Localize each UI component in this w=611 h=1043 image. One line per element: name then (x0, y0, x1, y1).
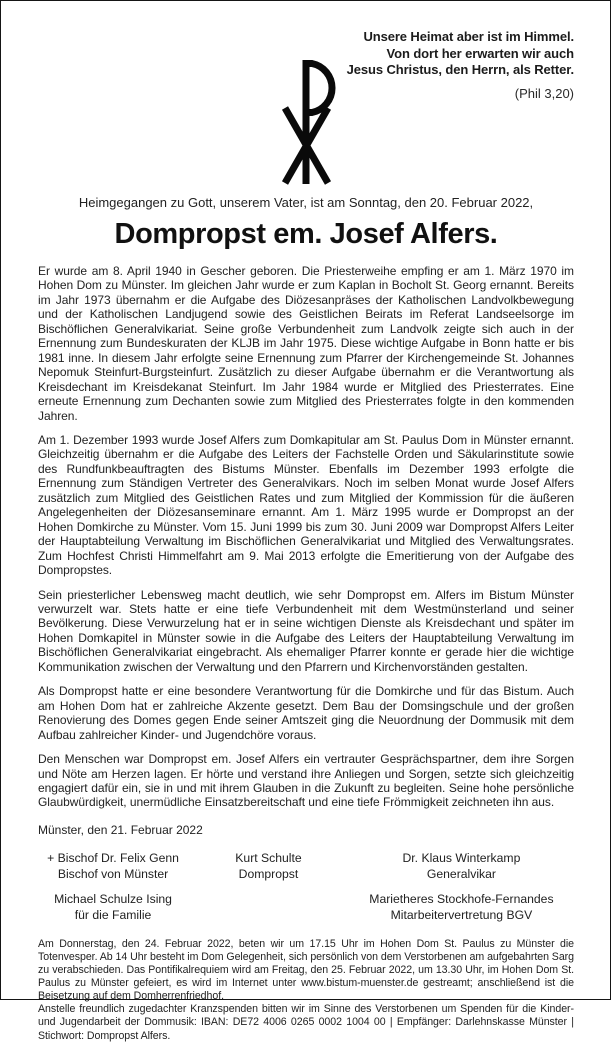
funeral-schedule-text: Am Donnerstag, den 24. Februar 2022, beten wir um 17.15 Uhr im Hohen Dom St. Paulus zu Münster die Totenvesper. Ab 14 Uhr besteht im Dom Gelegenheit, sich persönlich von dem Verstorbenen am aufgebahrten Sarg zu verabschieden. Das Pontifikalrequiem wird am Freitag, den 25. Februar 2022, um 13.30 Uhr, im Hohen Dom St. Paulus zu Münster gefeiert, es wird im Internet unter www.bistum-muenster.de gestreamt; anschließend ist die Beisetzung auf dem Domherrenfriedhof. (38, 937, 574, 1003)
chi-rho-icon (284, 57, 342, 184)
signature-role: Bischof von Münster (57, 866, 169, 881)
signature-role: Generalvikar (426, 866, 496, 881)
paragraph-biography-cathedral: Am 1. Dezember 1993 wurde Josef Alfers zum Domkapitular am St. Paulus Dom in Münster ernannt. Gleichzeitig übernahm er die Aufgabe des Leiters der Fachstelle Orden und Säkularinstitute sowie des Rundfunkbeauftragten des Bistums Münster. Ebenfalls im Dezember 1993 erfolgte die Ernennung zum Ständigen Vertreter des Generalvikars. Noch im selben Monat wurde Josef Alfers zusätzlich zum Mitglied des Geistlichen Rates und zum Mitglied der Kommission für die äußeren Angelegenheiten der Diözesanseminare ernannt. Am 1. März 1995 wurde er Dompropst an der Hohen Domkirche zu Münster. Vom 15. Juni 1999 bis zum 30. Juni 2009 war Dompropst Alfers Leiter der Hauptabteilung Verwaltung im Bischöflichen Generalvikariat und Mitglied des Verwaltungsrates. Zum Hochfest Christi Himmelfahrt am 9. Mai 2013 erfolgte die Emeritierung von der Aufgabe des Dompropstes. (38, 432, 574, 578)
signature-name: + Bischof Dr. Felix Genn (47, 850, 179, 865)
signature-role: für die Familie (74, 907, 152, 922)
signature-role: Mitarbeitervertretung BGV (390, 907, 533, 922)
signature-role: Dompropst (238, 866, 299, 881)
signature-row-2 (38, 891, 574, 923)
quote-reference: (Phil 3,20) (514, 85, 574, 101)
paragraph-roots: Sein priesterlicher Lebensweg macht deutlich, wie sehr Dompropst em. Alfers im Bistum Münster verwurzelt war. Stets hatte er eine tiefe Verbundenheit mit dem Westmünsterland und seiner Bevölkerung. Diese Verwurzelung hat er in seine wichtigen Dienste als Kreisdechant und später im Hohen Domkapitel in Münster sowie in die Aufgabe des Leiters der Hauptabteilung Verwaltung im Bischöflichen Generalvikariat eingebracht. Als ehemaliger Pfarrer konnte er gerade hier die wichtige Kommunikation zwischen der Verwaltung und den Pfarrern und Kirchenvorständen gestalten. (38, 587, 574, 674)
signature-family (38, 891, 188, 923)
donation-info-text: Anstelle freundlich zugedachter Kranzspenden bitten wir im Sinne des Verstorbenen um Spenden für die Kinder- und Jugendarbeit der Dommusik: IBAN: DE72 4006 0265 0002 1004 00 | Empfänger: Darlehnskasse Münster | Stichwort: Dompropst Alfers. (38, 1003, 574, 1042)
signature-name: Michael Schulze Ising (54, 891, 172, 906)
signature-empty (188, 891, 349, 923)
signature-staff-representation (349, 891, 574, 923)
quote-line: Von dort her erwarten wir auch (386, 45, 574, 61)
signature-name: Marietheres Stockhofe-Fernandes (369, 891, 554, 906)
quote-line: Jesus Christus, den Herrn, als Retter. (346, 62, 574, 77)
signature-bishop (38, 850, 188, 882)
header (38, 27, 574, 189)
signature-row-1 (38, 850, 574, 882)
dateline: Münster, den 21. Februar 2022 (38, 822, 203, 837)
service-information (38, 938, 574, 1043)
paragraph-achievements: Als Dompropst hatte er eine besondere Verantwortung für die Domkirche und für das Bistum. Auch am Hohen Dom hat er zahlreiche Akzente gesetzt. Dem Bau der Domsingschule und der großen Renovierung des Domes gegen Ende seiner Amtszeit ging die Neuordnung der Dommusik mit dem Aufbau zahlreicher Kinder- und Jugendchöre voraus. (38, 684, 574, 742)
intro-line: Heimgegangen zu Gott, unserem Vater, ist am Sonntag, den 20. Februar 2022, (78, 195, 534, 210)
signature-generalvikar (349, 850, 574, 882)
signature-dompropst (188, 850, 349, 882)
paragraph-character: Den Menschen war Dompropst em. Josef Alfers ein vertrauter Gesprächspartner, dem ihre Sorgen und Nöte am Herzen lagen. Er hörte und verstand ihre Anliegen und Sorgen, setzte sich gleichzeitig engagiert dafür ein, sie in und mit ihrem Glauben in die Zukunft zu begleiten. Seine hohe persönliche Glaubwürdigkeit, unermüdliche Einsatzbereitschaft und eine tiefe Frömmigkeit zeichneten ihn aus. (38, 752, 574, 810)
scripture-quote (347, 29, 574, 102)
deceased-name-title: Dompropst em. Josef Alfers. (114, 218, 498, 250)
quote-line: Unsere Heimat aber ist im Himmel. (363, 29, 574, 44)
obituary-body (38, 264, 574, 810)
signature-name: Dr. Klaus Winterkamp (402, 850, 521, 865)
paragraph-biography-early: Er wurde am 8. April 1940 in Gescher geboren. Die Priesterweihe empfing er am 1. März 1970 im Hohen Dom zu Münster. Im gleichen Jahr wurde er zum Kaplan in Bocholt St. Georg ernannt. Bereits im Jahr 1973 übernahm er die Aufgabe des Diözesanpräses der Katholischen Landvolkbewegung und der Katholischen Landjugend sowie des Geistlichen Beirats im Referat Landseelsorge im Bischöflichen Generalvikariat. Seine große Verbundenheit zum Landvolk zeigte sich auch in der Ernennung zum Bundeskuraten der KLJB im Jahr 1975. Diese wichtige Aufgabe in Bonn hatte er bis 1981 inne. In diesem Jahr erfolgte seine Ernennung zum Pfarrer der Kirchengemeinde St. Johannes Nepomuk Steinfurt-Burgsteinfurt. Zusätzlich zu dieser Aufgabe übernahm er die Verantwortung als Kreisdechant im Kreisdekanat Steinfurt. Im Jahr 1984 wurde er Mitglied des Priesterrates. Eine erneute Ernennung zum Dechanten sowie zum Mitglied des Priesterrates folgte in den kommenden Jahren. (38, 264, 574, 423)
signature-name: Kurt Schulte (235, 850, 302, 865)
